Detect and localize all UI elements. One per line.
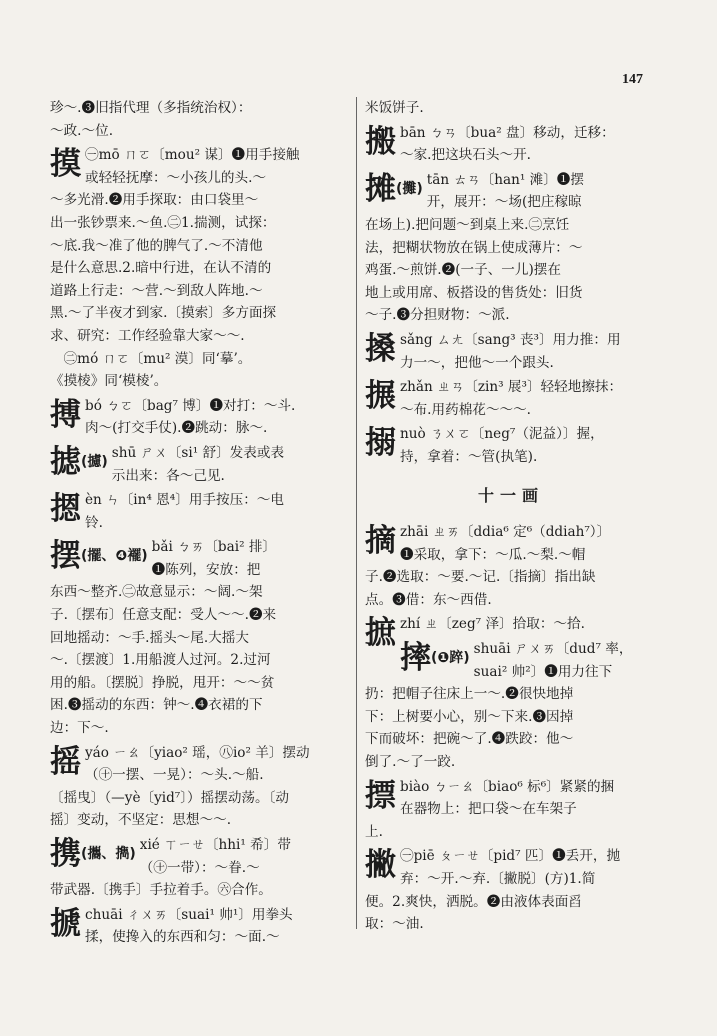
entry-line: ～底.我～准了他的脾气了.～不清他 [50, 237, 263, 254]
entry-line: 持，拿着：～管(执笔). [400, 448, 538, 465]
entry-line: ～家.把这块石头～开. [400, 147, 531, 164]
entry-line: 地上或用席、板搭设的售货处：旧货 [365, 284, 583, 301]
entry-line: ❶陈列，安放：把 [151, 561, 261, 578]
entry-line: bǎi ㄅㄞ〔bai² 排〕 [151, 539, 277, 556]
entry-line: 开，展开：～场(把庄稼晾 [426, 194, 582, 211]
entry-line: èn ㄣ〔in⁴ 恩⁴〕用手按压：～电 [85, 492, 284, 509]
entry-line: sǎng ㄙㄤ〔sang³ 丧³〕用力推：用 [400, 331, 621, 348]
headword: 摸 [50, 146, 81, 183]
dictionary-entry [50, 536, 340, 739]
dictionary-entry [50, 489, 340, 534]
entry-line: chuāi ㄔㄨㄞ〔suai¹ 帅¹〕用拳头 [85, 906, 293, 923]
entry-line: 弃：～开.～弃.〔撇脱〕(方)1.简 [400, 871, 596, 887]
entry-line: zhāi ㄓㄞ〔ddia⁶ 定⁶（ddiah⁷）〕 [400, 524, 611, 541]
dictionary-entry [50, 904, 340, 949]
dictionary-entry [50, 442, 340, 487]
entry-line: tān ㄊㄢ〔han¹ 滩〕❶摆 [426, 171, 584, 188]
headword-variant: (攄) [81, 453, 108, 470]
entry-line: 铃. [85, 514, 103, 531]
entry-line: 出一张钞票来.～鱼.㊁1.揣测，试探： [50, 214, 276, 231]
dictionary-entry [50, 742, 340, 832]
dictionary-entry [365, 122, 657, 167]
entry-line: 求、研究：工作经验靠大家～～. [50, 327, 245, 344]
headword: 搦 [365, 425, 396, 462]
entry-line: 子.〔摆布〕任意支配：受人～～.❷来 [50, 607, 277, 624]
headword-variant: (擺、❹襬) [81, 548, 148, 565]
headword: 搋 [50, 905, 81, 942]
headword: 摁 [50, 491, 81, 528]
entry-line: 上. [365, 823, 383, 840]
column-divider [356, 97, 357, 929]
entry-line: ㊀piē ㄆㄧㄝ〔pid⁷ 匹〕❶丢开，抛 [400, 848, 621, 865]
entry-line: 子.❷选取：～要.～记.〔指摘〕指出缺 [365, 569, 596, 586]
entry-line: 便。2.爽快，洒脱。❷由液体表面舀 [365, 893, 582, 910]
dictionary-entry [50, 395, 340, 440]
page-number: 147 [622, 72, 643, 87]
entry-line: zhí ㄓ〔zeg⁷ 泽〕拾取：～拾. [400, 616, 585, 633]
continuation-line: 珍～.❸旧指代理（多指统治权）： [50, 100, 252, 116]
entry-line: 摇〕变动，不坚定：思想～～. [50, 812, 232, 829]
entry-line: 〔摇曳〕（—yè〔yid⁷〕）摇摆动荡。〔动 [50, 789, 290, 806]
entry-line: 鸡蛋.～煎饼.❷(一子、一儿)摆在 [365, 262, 561, 279]
entry-line: 下：上树要小心，别～下来.❸因掉 [365, 708, 574, 725]
headword: 摇 [50, 743, 81, 780]
entry-line: ～子.❸分担财物：～派. [365, 307, 510, 324]
entry-line: 用的船。〔摆脱〕挣脱，甩开：～～贫 [50, 674, 275, 691]
entry-line: 点。❸借：东～西借. [365, 591, 492, 608]
entry-line: （㊉一带）：～眷.～ [139, 859, 260, 876]
entry-line: ～布.用药棉花～～～. [400, 401, 531, 418]
entry-line: shuāi ㄕㄨㄞ〔dud⁷ 率， [473, 641, 633, 658]
headword-variant: (攤) [396, 180, 423, 197]
dictionary-entry [365, 521, 657, 611]
entry-line: 法，把糊状物放在锅上使成薄片：～ [365, 239, 583, 256]
headword: 摊(攤) [365, 170, 423, 207]
entry-line: 在器物上：把口袋～在车架子 [400, 801, 577, 818]
entry-line: yáo ㄧㄠ〔yiao² 瑶，㊇io² 羊〕摆动 [85, 744, 310, 761]
entry-line: ㊁mó ㄇㄛ〔mu² 漠〕同‘摹’。 [50, 350, 252, 367]
headword-variant: (攜、擕) [81, 846, 136, 862]
dictionary-entry [365, 329, 657, 374]
entry-line: bān ㄅㄢ〔bua² 盘〕移动，迁移： [400, 124, 615, 141]
continuation-line: ～政.～位. [50, 122, 114, 139]
entry-line: 肉～(打交手仗).❷跳动：脉～. [85, 420, 268, 437]
dictionary-entry [365, 376, 657, 421]
dictionary-entry [365, 638, 657, 774]
entry-line: suai² 帅²〕❶用力往下 [473, 663, 613, 680]
entry-line: biào ㄅㄧㄠ〔biao⁶ 标⁶〕紧紧的捆 [400, 778, 615, 795]
headword: 撇 [365, 847, 396, 884]
entry-line: ～多光滑.❷用手探取：由口袋里～ [50, 192, 259, 209]
headword: 摽 [365, 777, 396, 814]
entry-line: ㊀mō ㄇㄛ〔mou² 谋〕❶用手接触 [85, 147, 300, 164]
headword: 搌 [365, 378, 396, 415]
right-column [365, 97, 657, 936]
entry-line: 下而破坏：把碗～了.❹跌跤：他～ [365, 731, 574, 748]
dictionary-entry [365, 776, 657, 844]
continuation-line: 米饭饼子. [365, 100, 424, 116]
entry-line: 在场上).把问题～到桌上来.㊁烹饪 [365, 216, 570, 233]
dictionary-entry [50, 144, 340, 393]
entry-line: 揉，使搀入的东西和匀：～面.～ [85, 929, 280, 946]
dictionary-entry [365, 169, 657, 327]
entry-line: 力一～，把他～一个跟头. [400, 354, 554, 371]
headword: 摘 [365, 523, 396, 560]
entry-line: ❶采取，拿下：～瓜.～梨.～帽 [400, 546, 586, 563]
dictionary-entry [365, 423, 657, 468]
entry-line: 黑.～了半夜才到家.〔摸索〕多方面探 [50, 305, 277, 322]
entry-line: nuò ㄋㄨㄛ〔neg⁷（泥益）〕握， [400, 426, 604, 443]
entry-line: 回地摇动：～手.摇头～尾.大摇大 [50, 629, 249, 646]
entry-line: xié ㄒㄧㄝ〔hhi¹ 希〕带 [139, 837, 291, 853]
entry-line: 是什么意思.2.暗中行进，在认不清的 [50, 260, 272, 277]
stroke-count-heading: 十一画 [477, 485, 544, 505]
entry-line: 示出来：各～己见. [111, 467, 225, 484]
entry-line: 东西～整齐.㊁故意显示：～阔.～架 [50, 584, 263, 601]
headword-variant: (❶踤) [431, 650, 470, 667]
entry-line: zhǎn ㄓㄢ〔zin³ 展³〕轻轻地擦抹： [400, 379, 623, 396]
entry-line: 道路上行走：～营.～到敌人阵地.～ [50, 282, 263, 299]
entry-line: ～.〔摆渡〕1.用船渡人过河。2.过河 [50, 652, 271, 669]
headword: 摅(攄) [50, 443, 108, 480]
headword: 搏 [50, 396, 81, 433]
entry-line: （㊉一摆、一晃）：～头.～船. [85, 767, 264, 784]
headword: 摔(❶踤) [400, 640, 470, 677]
entry-line: 《摸棱》同‘模棱’。 [50, 373, 168, 390]
entry-line: 困.❸摇动的东西：钟～.❹衣裙的下 [50, 697, 263, 714]
headword: 摭 [365, 615, 396, 652]
entry-line: shū ㄕㄨ〔si¹ 舒〕发表或表 [111, 444, 285, 461]
left-column [50, 97, 340, 949]
entry-line: 或轻轻抚摩：～小孩儿的头.～ [85, 169, 267, 186]
entry-line: bó ㄅㄛ〔bag⁷ 博〕❶对打：～斗. [85, 397, 296, 414]
dictionary-entry [50, 834, 340, 902]
headword: 搬 [365, 123, 396, 160]
entry-line: 带武器.〔携手〕手拉着手。㊅合作。 [50, 882, 272, 899]
headword: 搡 [365, 330, 396, 367]
dictionary-entry [365, 845, 657, 935]
entry-line: 倒了.～了一跤. [365, 754, 456, 771]
entry-line: 扔：把帽子往床上一～.❷很快地掉 [365, 686, 574, 703]
entry-line: 边：下～. [50, 720, 109, 737]
entry-line: 取：～油. [365, 916, 424, 933]
headword: 摆(擺、❹襬) [50, 538, 148, 575]
headword: 携(攜、擕) [50, 836, 136, 872]
